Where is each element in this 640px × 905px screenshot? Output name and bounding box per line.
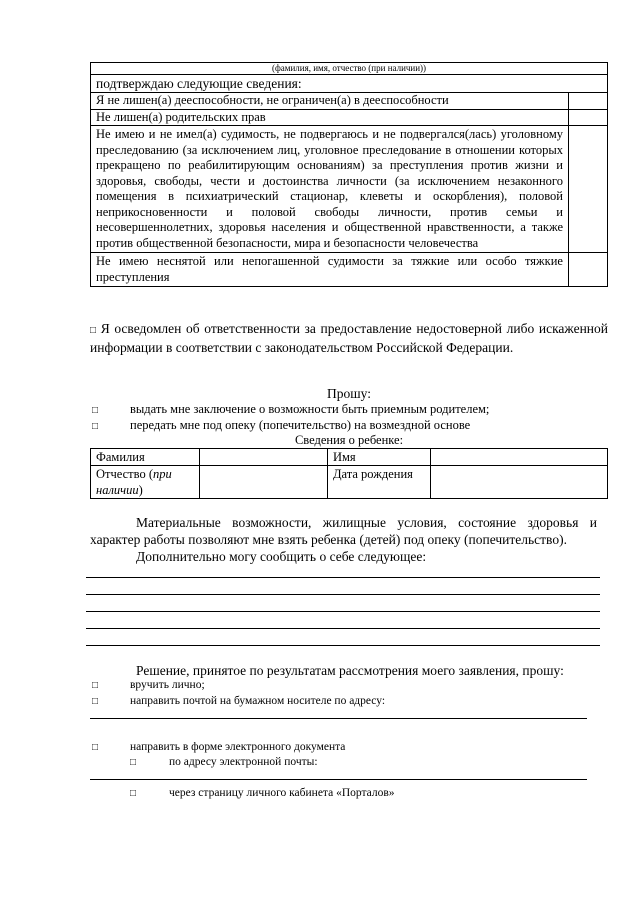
child-info-heading: Сведения о ребенке:: [294, 433, 404, 447]
decision-checkbox[interactable]: □: [92, 696, 99, 707]
request-option-label: выдать мне заключение о возможности быть приемным родителем;: [130, 402, 490, 416]
patronymic-close: ): [138, 483, 143, 497]
request-checkbox[interactable]: □: [92, 421, 99, 432]
declaration-check-cell[interactable]: [569, 109, 608, 126]
decision-sub-checkbox[interactable]: □: [130, 757, 137, 768]
request-checkbox[interactable]: □: [92, 405, 99, 416]
postal-address-line[interactable]: [90, 718, 587, 719]
child-birthdate-input[interactable]: [431, 466, 608, 499]
declaration-row-criminal-record: Не имею и не имел(а) судимость, не подвергаюсь и не подвергался(лась) уголовному преследованию (за исключением лиц, уголовное преследование в отношении которых прекращено по реабилитирующим основаниям) за преступления против жизни и здоровья, свободы, чести и достоинства личности (за исключением незаконного помещения в психиатрический стационар, клеветы и оскорбления), половой неприкосновенности и половой свободы личности, против семьи и несовершеннолетних, здоровья населения и общественной нравственности, а также против общественной безопасности, мира и безопасности человечества: [91, 126, 569, 253]
decision-option[interactable]: [92, 679, 98, 691]
child-info-table: [90, 448, 608, 499]
email-address-line[interactable]: [90, 779, 587, 780]
decision-option[interactable]: [92, 695, 98, 707]
declaration-row-grave-crimes: Не имею неснятой или непогашенной судимости за тяжкие или особо тяжкие преступления: [91, 253, 569, 287]
child-patronymic-input[interactable]: [200, 466, 328, 499]
patronymic-label-text: Отчество (: [96, 467, 154, 481]
child-birthdate-label: Дата рождения: [328, 466, 431, 499]
child-patronymic-label: [91, 466, 200, 499]
declaration-row-parental-rights: Не лишен(а) родительских прав: [91, 109, 569, 126]
additional-info-line[interactable]: [86, 594, 600, 595]
decision-option[interactable]: [92, 741, 98, 753]
additional-info-line[interactable]: [86, 645, 600, 646]
decision-checkbox[interactable]: □: [92, 680, 99, 691]
decision-sub-option-label: по адресу электронной почты:: [169, 756, 318, 768]
child-surname-label: Фамилия: [91, 449, 200, 466]
decision-sub-option[interactable]: [130, 787, 136, 799]
decision-heading: Решение, принятое по результатам рассмотрения моего заявления, прошу:: [136, 663, 564, 678]
decision-sub-option-label: через страницу личного кабинета «Порталов»: [169, 787, 395, 799]
declaration-check-cell[interactable]: [569, 93, 608, 110]
additional-info-label: Дополнительно могу сообщить о себе следующее:: [136, 549, 427, 564]
conditions-text: Материальные возможности, жилищные условия, состояние здоровья и характер работы позволяют мне взять ребенка (детей) под опеку (попечительство).: [90, 515, 597, 547]
declaration-check-cell[interactable]: [569, 253, 608, 287]
additional-info-line[interactable]: [86, 628, 600, 629]
declaration-table: [90, 62, 608, 287]
additional-info-line[interactable]: [86, 611, 600, 612]
responsibility-text: Я осведомлен об ответственности за предоставление недостоверной либо искаженной информации в соответствии с законодательством Российской Федерации.: [90, 321, 608, 355]
decision-option-label: направить в форме электронного документа: [130, 741, 346, 753]
responsibility-checkbox[interactable]: □: [90, 325, 97, 336]
child-name-label: Имя: [328, 449, 431, 466]
child-name-input[interactable]: [431, 449, 608, 466]
decision-option-label: вручить лично;: [130, 679, 205, 691]
additional-info-line[interactable]: [86, 577, 600, 578]
fio-caption: (фамилия, имя, отчество (при наличии)): [91, 63, 608, 75]
decision-sub-checkbox[interactable]: □: [130, 788, 137, 799]
patronymic-italic-1: при: [153, 467, 172, 481]
child-surname-input[interactable]: [200, 449, 328, 466]
declaration-intro: подтверждаю следующие сведения:: [91, 75, 608, 93]
decision-sub-option[interactable]: [130, 756, 136, 768]
patronymic-italic-2: наличии: [96, 483, 139, 497]
responsibility-statement: [90, 320, 608, 356]
request-option-label: передать мне под опеку (попечительство) на возмездной основе: [130, 418, 471, 432]
request-heading: Прошу:: [327, 386, 371, 401]
decision-checkbox[interactable]: □: [92, 742, 99, 753]
declaration-row-capacity: Я не лишен(а) дееспособности, не ограничен(а) в дееспособности: [91, 93, 569, 110]
decision-option-label: направить почтой на бумажном носителе по адресу:: [130, 695, 386, 707]
declaration-check-cell[interactable]: [569, 126, 608, 253]
